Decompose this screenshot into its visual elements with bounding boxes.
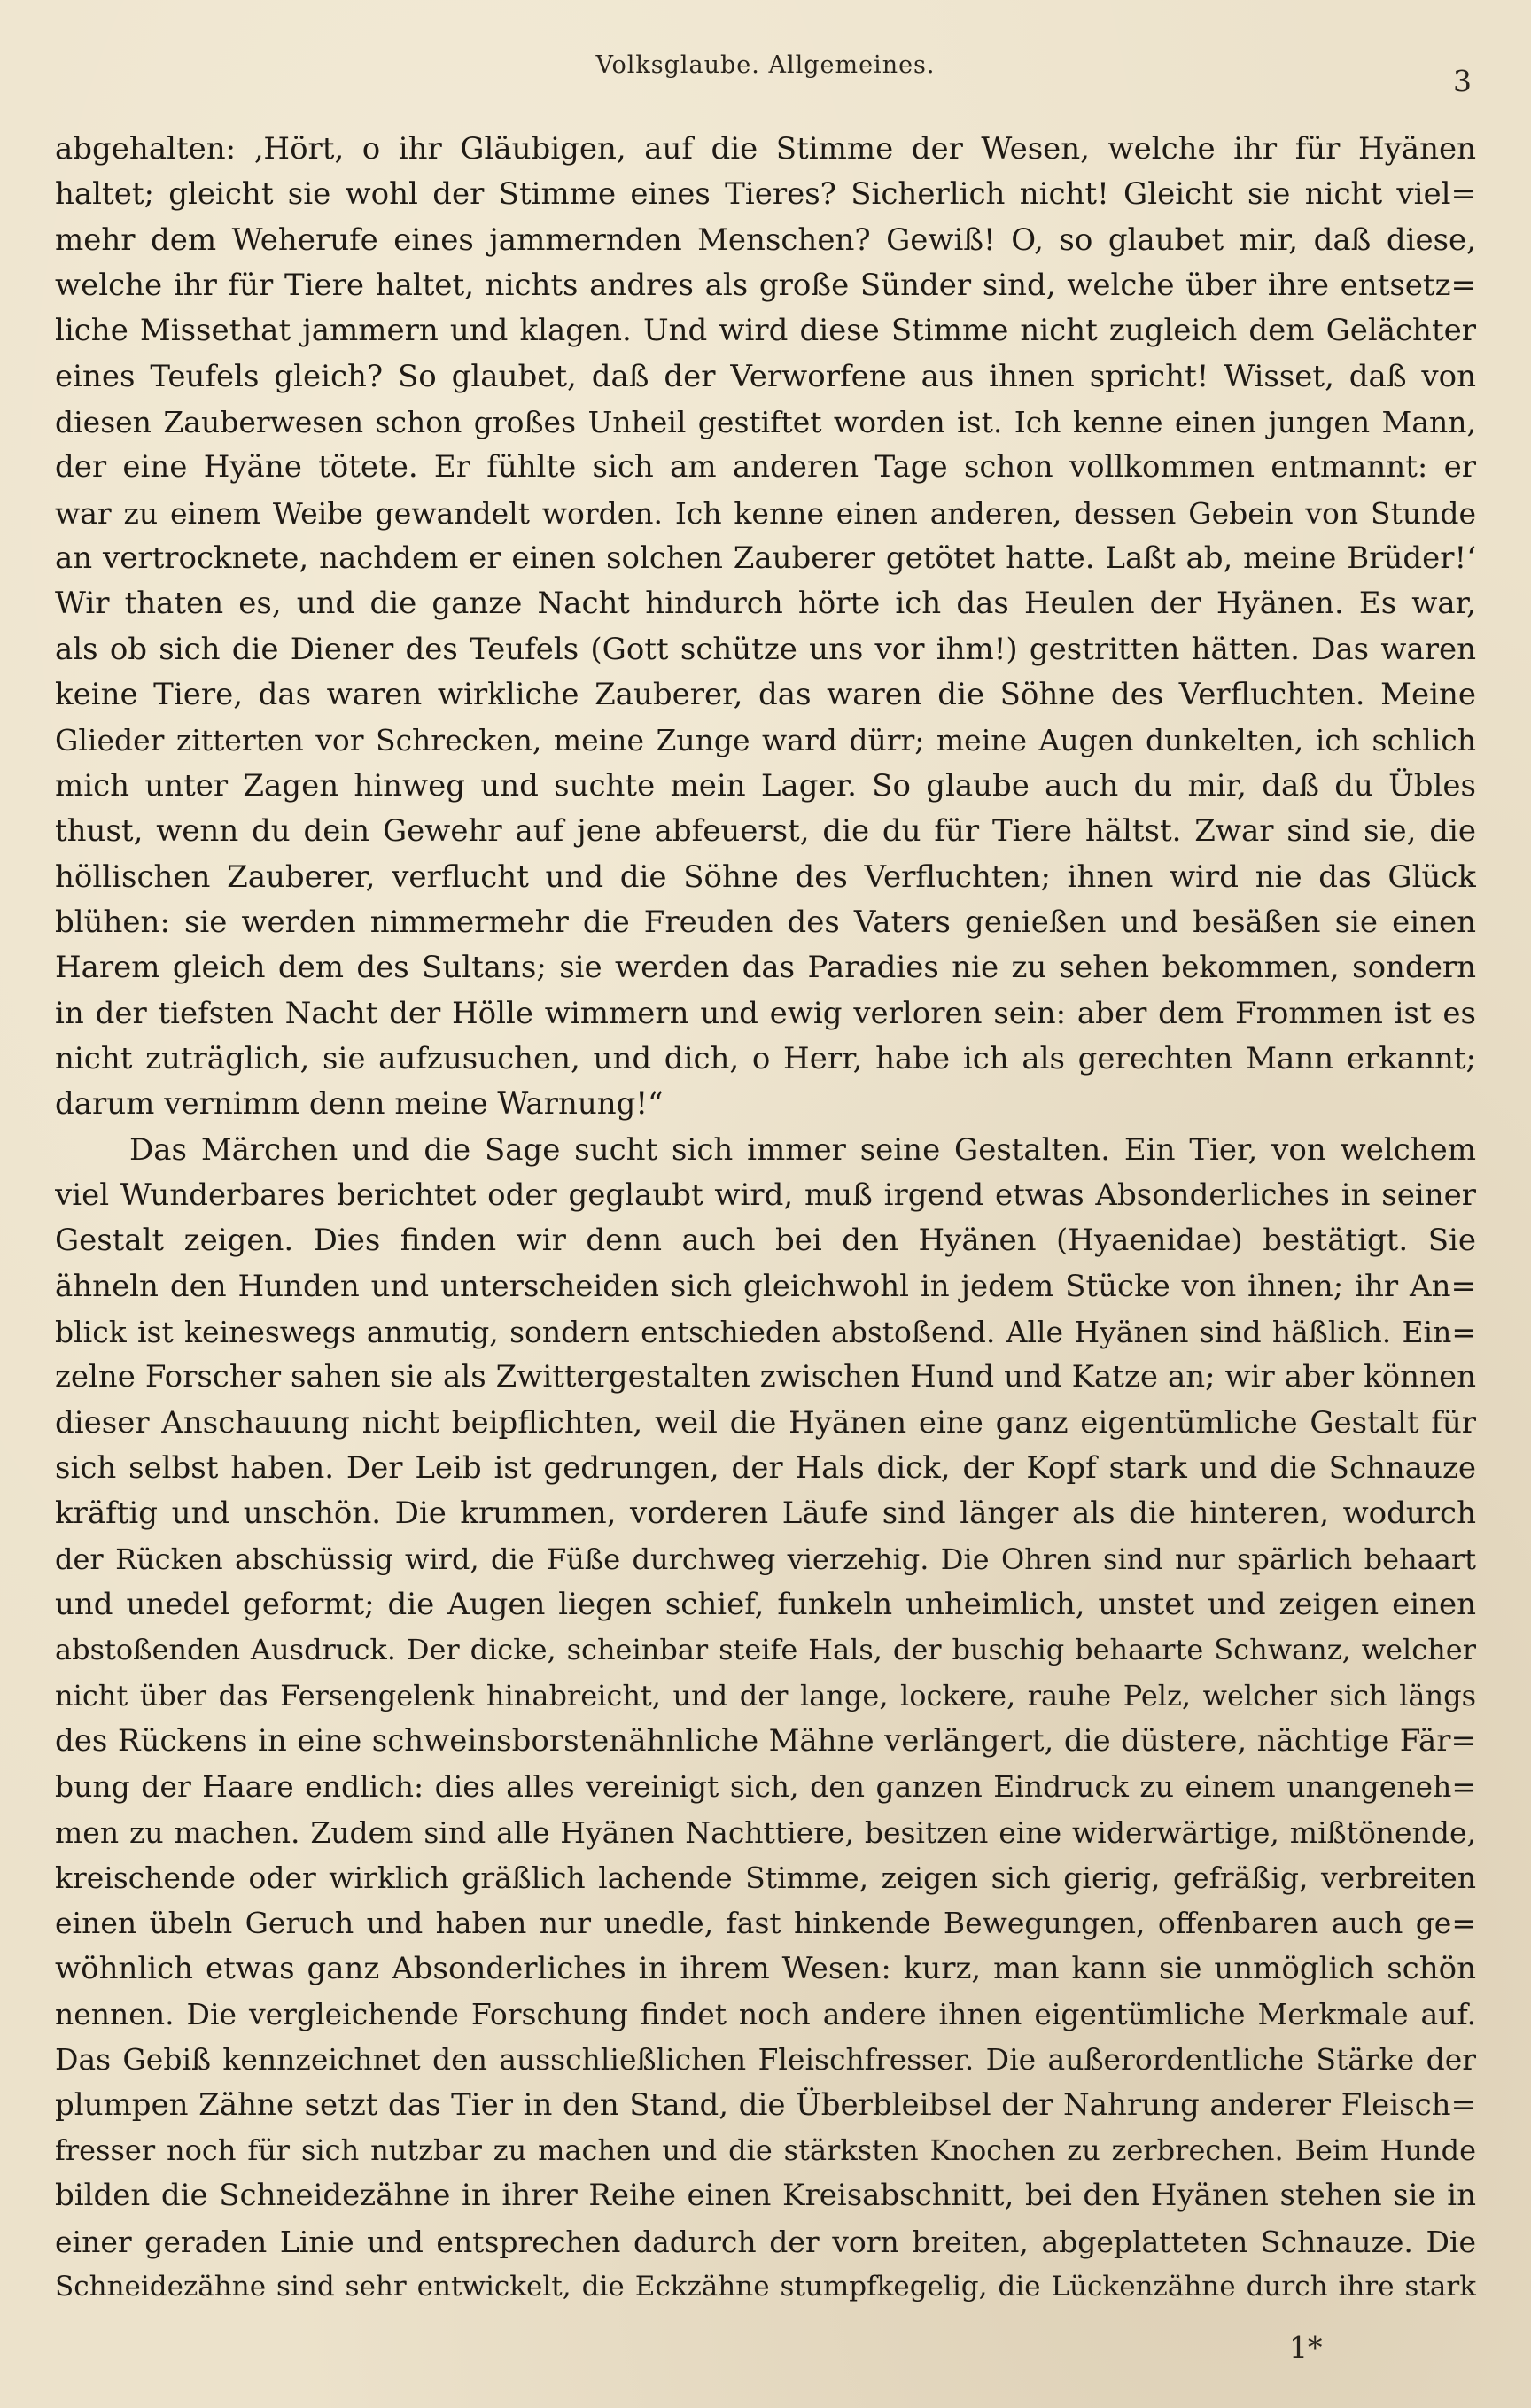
running-head: Volksglaube. Allgemeines. [595, 51, 936, 79]
text-line: dieser Anschauung nicht beipflichten, weil die Hyänen eine ganz eigentümliche Gestalt für [55, 1404, 1476, 1441]
text-line: an vertrocknete, nachdem er einen solchen Zauberer getötet hatte. Laßt ab, meine Brüder!‘ [55, 540, 1476, 577]
text-line: blick ist keineswegs anmutig, sondern entschieden abstoßend. Alle Hyänen sind häßlich. Ein= [55, 1314, 1476, 1349]
text-line: blühen: sie werden nimmermehr die Freuden des Vaters genießen und besäßen sie einen [55, 904, 1476, 940]
text-line: Das Gebiß kennzeichnet den ausschließlichen Fleischfresser. Die außerordentliche Stärke der [55, 2042, 1476, 2078]
text-line: der Rücken abschüssig wird, die Füße durchweg vierzehig. Die Ohren sind nur spärlich behaart [55, 1542, 1476, 1576]
text-line: und unedel geformt; die Augen liegen schief, funkeln unheimlich, unstet und zeigen einen [55, 1587, 1476, 1622]
text-line: Glieder zitterten vor Schrecken, meine Zunge ward dürr; meine Augen dunkelten, ich schlich [55, 723, 1476, 758]
text-line: viel Wunderbares berichtet oder geglaubt wird, muß irgend etwas Absonderliches in seiner [55, 1177, 1476, 1213]
text-line: Gestalt zeigen. Dies finden wir denn auch bei den Hyänen (Hyaenidae) bestätigt. Sie [55, 1223, 1476, 1259]
text-line: thust, wenn du dein Gewehr auf jene abfeuerst, die du für Tiere hältst. Zwar sind sie, die [55, 813, 1476, 850]
text-line: Wir thaten es, und die ganze Nacht hindurch hörte ich das Heulen der Hyänen. Es war, [55, 586, 1476, 622]
text-line: abgehalten: ‚Hört, o ihr Gläubigen, auf die Stimme der Wesen, welche ihr für Hyänen [55, 131, 1476, 167]
text-line: nicht über das Fersengelenk hinabreicht, und der lange, lockere, rauhe Pelz, welcher sich längs [55, 1678, 1476, 1713]
text-line: zelne Forscher sahen sie als Zwittergestalten zwischen Hund und Katze an; wir aber können [55, 1359, 1476, 1395]
text-line: Harem gleich dem des Sultans; sie werden das Paradies nie zu sehen bekommen, sondern [55, 950, 1476, 986]
text-line: kreischende oder wirklich gräßlich lachende Stimme, zeigen sich gierig, gefräßig, verbreiten [55, 1860, 1476, 1896]
text-line: des Rückens in eine schweinsborstenähnliche Mähne verlängert, die düstere, nächtige Fär= [55, 1723, 1476, 1759]
text-line: bilden die Schneidezähne in ihrer Reihe einen Kreisabschnitt, bei den Hyänen stehen sie in [55, 2178, 1476, 2214]
text-line: haltet; gleicht sie wohl der Stimme eines Tieres? Sicherlich nicht! Gleicht sie nicht viel= [55, 176, 1476, 213]
text-line: war zu einem Weibe gewandelt worden. Ich kenne einen anderen, dessen Gebein von Stunde [55, 495, 1476, 531]
text-line: höllischen Zauberer, verflucht und die Söhne des Verfluchten; ihnen wird nie das Glück [55, 858, 1476, 895]
text-line: abstoßenden Ausdruck. Der dicke, scheinbar steife Hals, der buschig behaarte Schwanz, welcher [55, 1633, 1476, 1667]
text-line: in der tiefsten Nacht der Hölle wimmern und ewig verloren sein: aber dem Frommen ist es [55, 995, 1476, 1031]
text-line: der eine Hyäne tötete. Er fühlte sich am anderen Tage schon vollkommen entmannt: er [55, 449, 1476, 485]
text-line: darum vernimm denn meine Warnung!“ [55, 1086, 664, 1122]
body-text [55, 127, 1476, 2311]
text-line: nicht zuträglich, sie aufzusuchen, und dich, o Herr, habe ich als gerechten Mann erkannt; [55, 1040, 1476, 1076]
text-line: mich unter Zagen hinweg und suchte mein Lager. So glaube auch du mir, daß du Übles [55, 767, 1476, 804]
text-line: plumpen Zähne setzt das Tier in den Stand, die Überbleibsel der Nahrung anderer Fleisch= [55, 2086, 1476, 2123]
text-line: welche ihr für Tiere haltet, nichts andres als große Sünder sind, welche über ihre entsetz= [55, 268, 1476, 304]
text-line: bung der Haare endlich: dies alles vereinigt sich, den ganzen Eindruck zu einem unangeneh= [55, 1769, 1476, 1805]
page-number: 3 [1453, 64, 1472, 98]
text-line: keine Tiere, das waren wirkliche Zauberer, das waren die Söhne des Verfluchten. Meine [55, 677, 1476, 713]
text-line: fresser noch für sich nutzbar zu machen und die stärksten Knochen zu zerbrechen. Beim Hunde [55, 2133, 1476, 2168]
text-line: eines Teufels gleich? So glaubet, daß der Verworfene aus ihnen spricht! Wisset, daß von [55, 358, 1476, 394]
text-line: sich selbst haben. Der Leib ist gedrungen, der Hals dick, der Kopf stark und die Schnauze [55, 1449, 1476, 1486]
text-line: einen übeln Geruch und haben nur unedle, fast hinkende Bewegungen, offenbaren auch ge= [55, 1906, 1476, 1941]
text-line: wöhnlich etwas ganz Absonderliches in ihrem Wesen: kurz, man kann sie unmöglich schön [55, 1950, 1476, 1986]
paragraph-start-line: Das Märchen und die Sage sucht sich immer seine Gestalten. Ein Tier, von welchem [129, 1131, 1476, 1168]
text-line: nennen. Die vergleichende Forschung findet noch andere ihnen eigentümliche Merkmale auf. [55, 1997, 1476, 2032]
text-line: men zu machen. Zudem sind alle Hyänen Nachttiere, besitzen eine widerwärtige, mißtönende, [55, 1814, 1476, 1850]
signature-mark: 1* [1289, 2330, 1323, 2365]
text-line: Schneidezähne sind sehr entwickelt, die Eckzähne stumpfkegelig, die Lückenzähne durch ihre stark [55, 2271, 1476, 2303]
text-line: ähneln den Hunden und unterscheiden sich gleichwohl in jedem Stücke von ihnen; ihr An= [55, 1268, 1476, 1304]
text-line: mehr dem Weherufe eines jammernden Menschen? Gewiß! O, so glaubet mir, daß diese, [55, 221, 1476, 258]
text-line: liche Missethat jammern und klagen. Und wird diese Stimme nicht zugleich dem Gelächter [55, 313, 1476, 349]
text-line: diesen Zauberwesen schon großes Unheil gestiftet worden ist. Ich kenne einen jungen Mann, [55, 405, 1476, 440]
text-line: einer geraden Linie und entsprechen dadurch der vorn breiten, abgeplatteten Schnauze. Die [55, 2224, 1476, 2259]
text-line: als ob sich die Diener des Teufels (Gott schütze uns vor ihm!) gestritten hätten. Das waren [55, 631, 1476, 667]
text-line: kräftig und unschön. Die krummen, vorderen Läufe sind länger als die hinteren, wodurch [55, 1495, 1476, 1532]
